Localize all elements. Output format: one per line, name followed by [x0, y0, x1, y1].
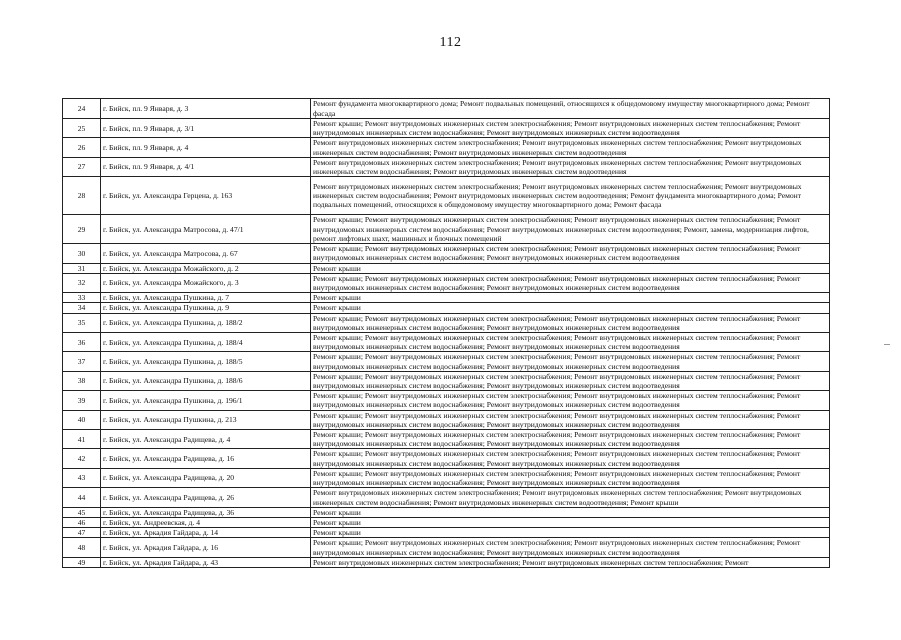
table-row: [63, 99, 830, 119]
row-number: 42: [63, 449, 101, 468]
address-cell: г. Бийск, пл. 9 Января, д. 4: [101, 138, 311, 157]
row-number: 26: [63, 138, 101, 157]
address-cell: г. Бийск, ул. Александра Пушкина, д. 9: [101, 303, 311, 313]
works-cell: Ремонт крыши; Ремонт внутридомовых инженерных систем электроснабжения; Ремонт внутридомовых инженерных систем теплоснабжения; Ремонт внутридомовых инженерных систем водоснабжения; Ремонт внутридомовых инженерных систем водоотведения: [311, 410, 830, 429]
works-cell: Ремонт фундамента многоквартирного дома; Ремонт подвальных помещений, относящихся к общедомовому имуществу многоквартирного дома; Ремонт фасада: [311, 99, 830, 119]
row-number: 40: [63, 410, 101, 429]
scan-edge-mark: [884, 344, 890, 345]
works-cell: Ремонт крыши; Ремонт внутридомовых инженерных систем электроснабжения; Ремонт внутридомовых инженерных систем теплоснабжения; Ремонт внутридомовых инженерных систем водоснабжения; Ремонт внутридомовых инженерных систем водоотведения: [311, 371, 830, 390]
address-cell: г. Бийск, ул. Аркадия Гайдара, д. 43: [101, 557, 311, 567]
works-cell: Ремонт крыши; Ремонт внутридомовых инженерных систем электроснабжения; Ремонт внутридомовых инженерных систем теплоснабжения; Ремонт внутридомовых инженерных систем водоснабжения; Ремонт внутридомовых инженерных систем водоотведения: [311, 333, 830, 352]
row-number: 39: [63, 391, 101, 410]
address-cell: г. Бийск, ул. Александра Можайского, д. 2: [101, 263, 311, 273]
table-row: [63, 517, 830, 527]
works-cell: Ремонт крыши: [311, 263, 830, 273]
row-number: 46: [63, 517, 101, 527]
table-row: [63, 410, 830, 429]
address-cell: г. Бийск, ул. Александра Радищева, д. 36: [101, 507, 311, 517]
address-cell: г. Бийск, ул. Александра Пушкина, д. 196/1: [101, 391, 311, 410]
table-row: [63, 293, 830, 303]
row-number: 35: [63, 313, 101, 332]
works-cell: Ремонт внутридомовых инженерных систем электроснабжения; Ремонт внутридомовых инженерных систем теплоснабжения; Ремонт внутридомовых инженерных систем водоснабжения; Ремонт внутридомовых инженерных систем водоотведения; Ремонт крыши: [311, 488, 830, 507]
works-cell: Ремонт крыши; Ремонт внутридомовых инженерных систем электроснабжения; Ремонт внутридомовых инженерных систем теплоснабжения; Ремонт внутридомовых инженерных систем водоснабжения; Ремонт внутридомовых инженерных систем водоотведения: [311, 313, 830, 332]
address-cell: г. Бийск, ул. Александра Пушкина, д. 188/2: [101, 313, 311, 332]
page-number: 112: [439, 35, 462, 50]
table-row: [63, 352, 830, 371]
row-number: 43: [63, 468, 101, 487]
table-row: [63, 215, 830, 244]
works-cell: Ремонт крыши; Ремонт внутридомовых инженерных систем электроснабжения; Ремонт внутридомовых инженерных систем теплоснабжения; Ремонт внутридомовых инженерных систем водоснабжения; Ремонт внутридомовых инженерных систем водоотведения; Ремонт, замена, модернизация лифтов, ремонт лифтовых шахт, машинных и блочных помещений: [311, 215, 830, 244]
table-row: [63, 430, 830, 449]
row-number: 36: [63, 333, 101, 352]
row-number: 41: [63, 430, 101, 449]
works-cell: Ремонт крыши; Ремонт внутридомовых инженерных систем электроснабжения; Ремонт внутридомовых инженерных систем теплоснабжения; Ремонт внутридомовых инженерных систем водоснабжения; Ремонт внутридомовых инженерных систем водоотведения: [311, 538, 830, 557]
table-row: [63, 538, 830, 557]
row-number: 49: [63, 557, 101, 567]
row-number: 28: [63, 177, 101, 215]
works-cell: Ремонт крыши; Ремонт внутридомовых инженерных систем электроснабжения; Ремонт внутридомовых инженерных систем теплоснабжения; Ремонт внутридомовых инженерных систем водоснабжения; Ремонт внутридомовых инженерных систем водоотведения: [311, 352, 830, 371]
table-row: [63, 391, 830, 410]
address-cell: г. Бийск, пл. 9 Января, д. 4/1: [101, 157, 311, 176]
table-row: [63, 449, 830, 468]
table-row: [63, 333, 830, 352]
works-cell: Ремонт крыши; Ремонт внутридомовых инженерных систем электроснабжения; Ремонт внутридомовых инженерных систем теплоснабжения; Ремонт внутридомовых инженерных систем водоснабжения; Ремонт внутридомовых инженерных систем водоотведения: [311, 273, 830, 292]
address-cell: г. Бийск, ул. Александра Радищева, д. 20: [101, 468, 311, 487]
row-number: 48: [63, 538, 101, 557]
row-number: 33: [63, 293, 101, 303]
address-cell: г. Бийск, ул. Александра Радищева, д. 4: [101, 430, 311, 449]
table-row: [63, 157, 830, 176]
address-cell: г. Бийск, ул. Александра Матросова, д. 47/1: [101, 215, 311, 244]
address-cell: г. Бийск, пл. 9 Января, д. 3: [101, 99, 311, 119]
works-cell: Ремонт крыши: [311, 507, 830, 517]
row-number: 29: [63, 215, 101, 244]
address-cell: г. Бийск, ул. Александра Пушкина, д. 188/6: [101, 371, 311, 390]
row-number: 31: [63, 263, 101, 273]
housing-repair-table: [62, 98, 830, 568]
works-cell: Ремонт крыши; Ремонт внутридомовых инженерных систем электроснабжения; Ремонт внутридомовых инженерных систем теплоснабжения; Ремонт внутридомовых инженерных систем водоснабжения; Ремонт внутридомовых инженерных систем водоотведения: [311, 244, 830, 263]
row-number: 37: [63, 352, 101, 371]
works-cell: Ремонт внутридомовых инженерных систем электроснабжения; Ремонт внутридомовых инженерных систем теплоснабжения; Ремонт внутридомовых инженерных систем водоснабжения; Ремонт внутридомовых инженерных систем водоотведения; Ремонт фундамента многоквартирного дома; Ремонт подвальных помещений, относящихся к общедомовому имуществу многоквартирного дома; Ремонт фасада: [311, 177, 830, 215]
table-row: [63, 488, 830, 507]
table-row: [63, 557, 830, 567]
works-cell: Ремонт крыши: [311, 293, 830, 303]
address-cell: г. Бийск, ул. Александра Пушкина, д. 7: [101, 293, 311, 303]
row-number: 32: [63, 273, 101, 292]
row-number: 27: [63, 157, 101, 176]
row-number: 38: [63, 371, 101, 390]
row-number: 47: [63, 528, 101, 538]
table-row: [63, 119, 830, 138]
table-row: [63, 507, 830, 517]
table-row: [63, 273, 830, 292]
address-cell: г. Бийск, ул. Александра Пушкина, д. 188/5: [101, 352, 311, 371]
works-cell: Ремонт крыши: [311, 303, 830, 313]
works-cell: Ремонт крыши: [311, 528, 830, 538]
table-row: [63, 468, 830, 487]
address-cell: г. Бийск, ул. Андреевская, д. 4: [101, 517, 311, 527]
row-number: 44: [63, 488, 101, 507]
address-cell: г. Бийск, пл. 9 Января, д. 3/1: [101, 119, 311, 138]
address-cell: г. Бийск, ул. Аркадия Гайдара, д. 14: [101, 528, 311, 538]
table-row: [63, 313, 830, 332]
table-body: [63, 99, 830, 568]
works-cell: Ремонт крыши; Ремонт внутридомовых инженерных систем электроснабжения; Ремонт внутридомовых инженерных систем теплоснабжения; Ремонт внутридомовых инженерных систем водоснабжения; Ремонт внутридомовых инженерных систем водоотведения: [311, 391, 830, 410]
address-cell: г. Бийск, ул. Александра Матросова, д. 67: [101, 244, 311, 263]
works-cell: Ремонт крыши; Ремонт внутридомовых инженерных систем электроснабжения; Ремонт внутридомовых инженерных систем теплоснабжения; Ремонт внутридомовых инженерных систем водоснабжения; Ремонт внутридомовых инженерных систем водоотведения: [311, 119, 830, 138]
table-row: [63, 177, 830, 215]
table-row: [63, 303, 830, 313]
works-cell: Ремонт крыши; Ремонт внутридомовых инженерных систем электроснабжения; Ремонт внутридомовых инженерных систем теплоснабжения; Ремонт внутридомовых инженерных систем водоснабжения; Ремонт внутридомовых инженерных систем водоотведения: [311, 430, 830, 449]
table-row: [63, 244, 830, 263]
address-cell: г. Бийск, ул. Александра Пушкина, д. 188/4: [101, 333, 311, 352]
works-cell: Ремонт внутридомовых инженерных систем электроснабжения; Ремонт внутридомовых инженерных систем теплоснабжения; Ремонт внутридомовых инженерных систем водоснабжения; Ремонт внутридомовых инженерных систем водоотведения: [311, 138, 830, 157]
address-cell: г. Бийск, ул. Александра Герцена, д. 163: [101, 177, 311, 215]
address-cell: г. Бийск, ул. Аркадия Гайдара, д. 16: [101, 538, 311, 557]
table-row: [63, 138, 830, 157]
works-cell: Ремонт внутридомовых инженерных систем электроснабжения; Ремонт внутридомовых инженерных систем теплоснабжения; Ремонт внутридомовых инженерных систем водоснабжения; Ремонт внутридомовых инженерных систем водоотведения: [311, 157, 830, 176]
works-cell: Ремонт внутридомовых инженерных систем электроснабжения; Ремонт внутридомовых инженерных систем теплоснабжения; Ремонт: [311, 557, 830, 567]
address-cell: г. Бийск, ул. Александра Можайского, д. 3: [101, 273, 311, 292]
table-row: [63, 528, 830, 538]
address-cell: г. Бийск, ул. Александра Пушкина, д. 213: [101, 410, 311, 429]
table-row: [63, 263, 830, 273]
works-cell: Ремонт крыши: [311, 517, 830, 527]
row-number: 25: [63, 119, 101, 138]
row-number: 34: [63, 303, 101, 313]
table-row: [63, 371, 830, 390]
address-cell: г. Бийск, ул. Александра Радищева, д. 26: [101, 488, 311, 507]
row-number: 30: [63, 244, 101, 263]
row-number: 45: [63, 507, 101, 517]
row-number: 24: [63, 99, 101, 119]
address-cell: г. Бийск, ул. Александра Радищева, д. 16: [101, 449, 311, 468]
works-cell: Ремонт крыши; Ремонт внутридомовых инженерных систем электроснабжения; Ремонт внутридомовых инженерных систем теплоснабжения; Ремонт внутридомовых инженерных систем водоснабжения; Ремонт внутридомовых инженерных систем водоотведения: [311, 449, 830, 468]
works-cell: Ремонт крыши; Ремонт внутридомовых инженерных систем электроснабжения; Ремонт внутридомовых инженерных систем теплоснабжения; Ремонт внутридомовых инженерных систем водоснабжения; Ремонт внутридомовых инженерных систем водоотведения: [311, 468, 830, 487]
